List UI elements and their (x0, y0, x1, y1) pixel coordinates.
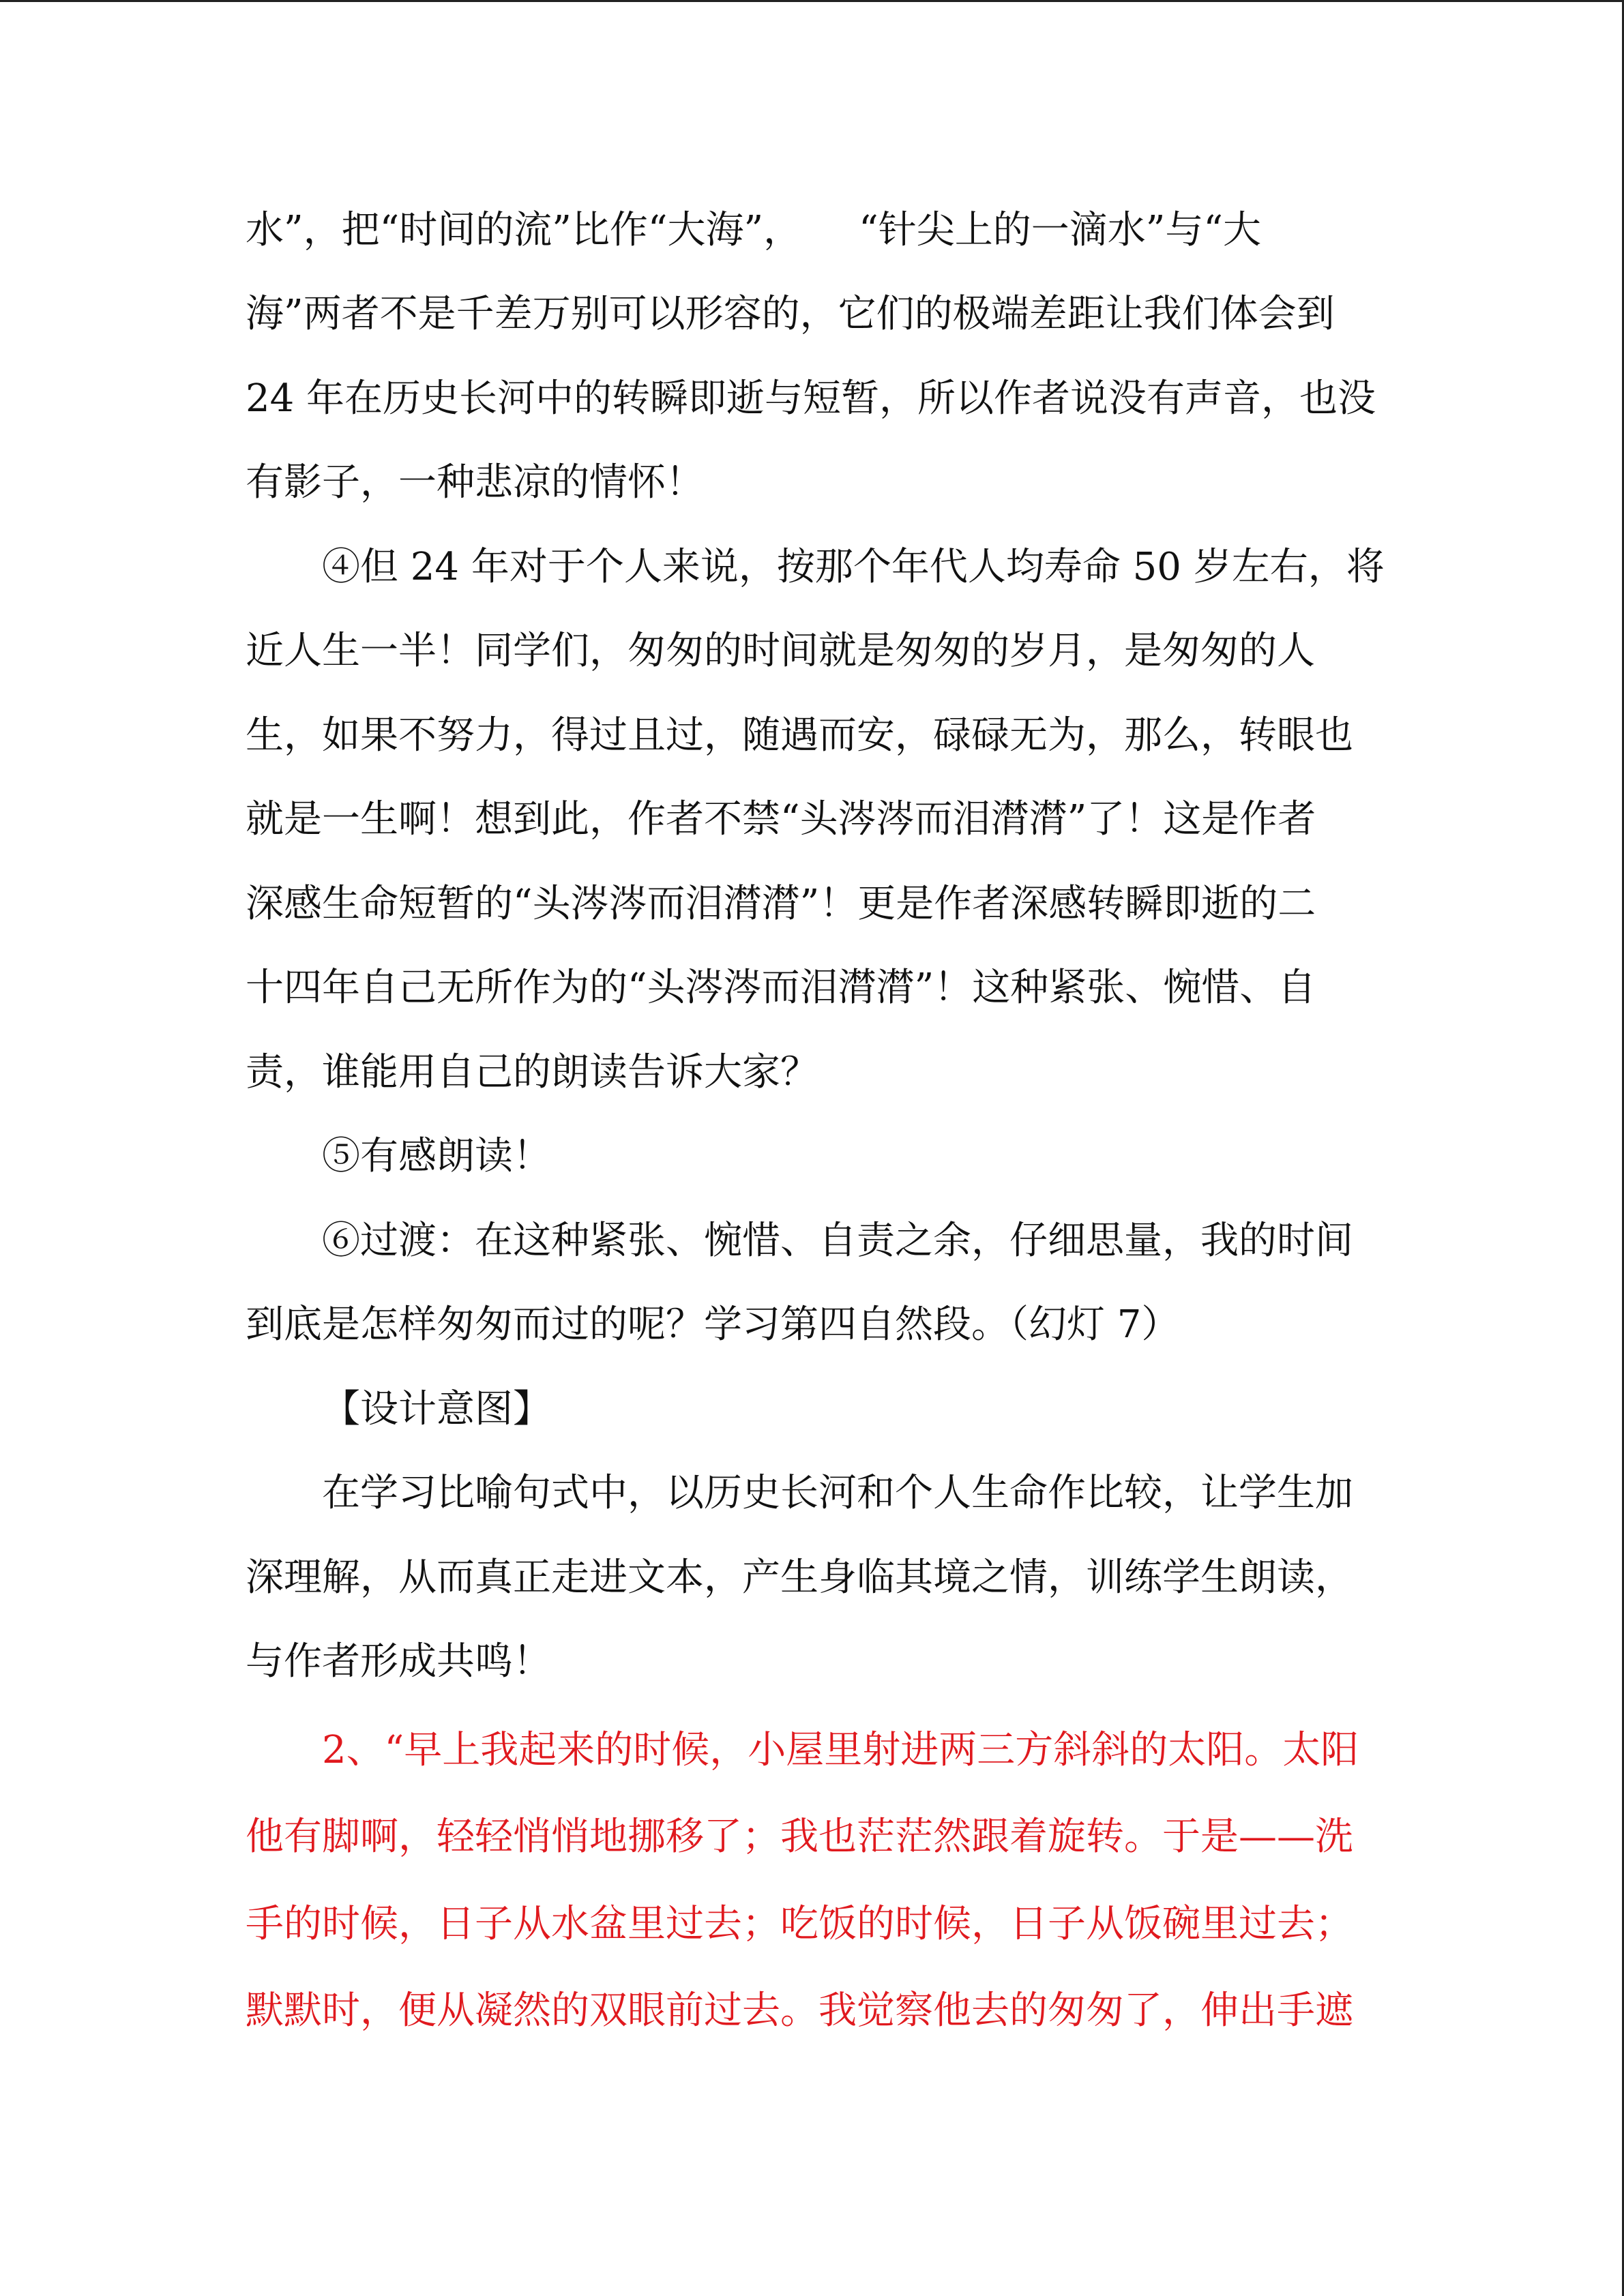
section-heading: 【设计意图】 (322, 1387, 551, 1431)
text-line: 生，如果不努力，得过且过，随遇而安，碌碌无为，那么，转眼也 (246, 713, 1353, 758)
highlighted-quote-line: 他有脚啊，轻轻悄悄地挪移了；我也茫茫然跟着旋转。于是——洗 (246, 1815, 1353, 1859)
text-line: 十四年自己无所作为的“头涔涔而泪潸潸”！这种紧张、惋惜、自 (246, 966, 1316, 1010)
text-line: 深感生命短暂的“头涔涔而泪潸潸”！更是作者深感转瞬即逝的二 (246, 882, 1316, 926)
text-line: 在学习比喻句式中，以历史长河和个人生命作比较，让学生加 (322, 1471, 1353, 1515)
text-line: ⑤有感朗读！ (322, 1134, 551, 1178)
text-line: 水”，把“时间的流”比作“大海”， “针尖上的一滴水”与“大 (246, 208, 1262, 252)
text-line: 有影子，一种悲凉的情怀！ (246, 460, 704, 505)
highlighted-quote-line: 默默时，便从凝然的双眼前过去。我觉察他去的匆匆了，伸出手遮 (246, 1988, 1353, 2033)
text-line: 责，谁能用自己的朗读告诉大家？ (246, 1050, 818, 1094)
text-line: 24 年在历史长河中的转瞬即逝与短暂，所以作者说没有声音，也没 (246, 376, 1376, 421)
text-line: 到底是怎样匆匆而过的呢？学习第四自然段。（幻灯 7） (246, 1302, 1180, 1347)
text-line: ④但 24 年对于个人来说，按那个年代人均寿命 50 岁左右，将 (322, 545, 1385, 589)
text-line: 海”两者不是千差万别可以形容的，它们的极端差距让我们体会到 (246, 292, 1335, 336)
text-line: 深理解，从而真正走进文本，产生身临其境之情，训练学生朗读， (246, 1555, 1353, 1600)
text-line: 近人生一半！同学们，匆匆的时间就是匆匆的岁月，是匆匆的人 (246, 629, 1315, 673)
highlighted-quote-line: 2、“早上我起来的时候，小屋里射进两三方斜斜的太阳。太阳 (322, 1728, 1359, 1772)
highlighted-quote-line: 手的时候，日子从水盆里过去；吃饭的时候，日子从饭碗里过去； (246, 1902, 1353, 1946)
text-line: 就是一生啊！想到此，作者不禁“头涔涔而泪潸潸”了！这是作者 (246, 797, 1316, 841)
text-line: 与作者形成共鸣！ (246, 1639, 551, 1684)
text-line: ⑥过渡：在这种紧张、惋惜、自责之余，仔细思量，我的时间 (322, 1219, 1353, 1263)
